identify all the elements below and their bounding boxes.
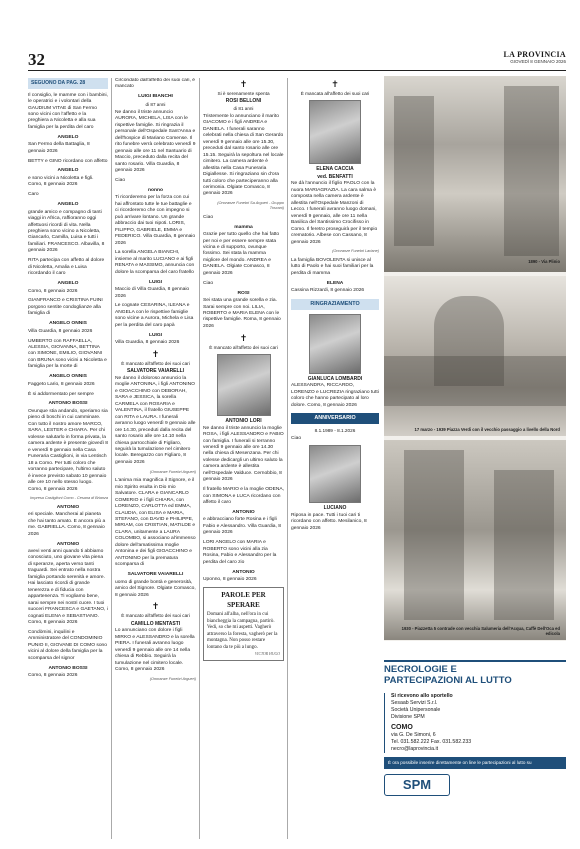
notice-signature: nonno xyxy=(148,187,163,193)
necro-lead: Si ricevono allo sportello xyxy=(391,692,453,699)
notice-text: Caro xyxy=(28,192,39,198)
notice-signature: ANTONIO xyxy=(56,504,80,510)
portrait-photo xyxy=(309,100,361,164)
notice-text: Ne danno il doloroso annuncio la moglie ANTONINA, i figli ANTONINO e GIOACCHINO con DEBORAH, SARA e JESSICA, la sorella CARMELA con ROSARIA e VALENTINA, il fratello GIUSEPPE con RITA e LAURA. I funerali avranno luogo venerdì 9 gennaio alle ore 14.30, preceduti dalla recita del santo rosario alle ore 14.10 nella chiesa parrocchiale di Figliaro, seguirà la tumulazione nel cimitero locale. Beregazzo con Figliaro, 8 gennaio 2026 xyxy=(115,375,196,465)
obituary-column-3 xyxy=(203,78,284,839)
notice-signature: ANTONIO BOSSI xyxy=(48,401,88,407)
notice-text: LORI ANGELO con MARIA e ROBERTO sono vicini alla zia Rosina, Fabio e Alessandro per la perdita del caro zio xyxy=(203,540,277,565)
notice-signature: LUIGI BIANCHI xyxy=(138,94,173,100)
necro-division: Divisione SPM xyxy=(391,713,425,720)
online-notice: È ora possibile inserire direttamente on line le partecipazioni al lutto su xyxy=(384,757,566,769)
notice-signature: ANGELO ONNIS xyxy=(49,321,87,327)
notice-signature: LUIGI xyxy=(148,332,163,338)
notice-text: L'anima mia magnifica il Signore, e il mio Spirito esulta in Dio mio Salvatore. CLARA e GIANCARLO COMERIO e i figli CHIARA, con LORENZO, CARLOTTA ed EMMA, CLAUDIA, con ELISA e MARIA, STEFANO, con DAVID e PHILIPPE, MIRIAM, con CRISTIAN, MATILDE e CLARA, unitamente a LAURA COLOMBO, si associano al'immenso dolore dell'amatissima moglie Antonina e dei figli GIOACCHINO e ANTONINO per la prematura scomparsa di xyxy=(115,478,196,568)
notice-signature: ROSI xyxy=(237,290,250,296)
notice-text: RITA partecipa con affetto al dolore di Nicoletta, Amalia e Luisa ricordando il caro xyxy=(28,258,105,277)
obit-intro: È mancata all'affetto dei suoi cari xyxy=(300,91,370,96)
notice-text: e sono vicini a Nicoletta e figli. Como, 8 gennaio 2026 xyxy=(28,175,94,188)
deceased-name: ANTONIO LORI xyxy=(225,418,262,424)
notice-text: Como, 8 gennaio 2026 xyxy=(28,673,78,679)
notice-text: La sorella ANGELA BIANCHI, insieme al marito LUCIANO e ai figli RENATA e MASSIMO, annuncia con dolore la scomparsa del caro fratello xyxy=(115,250,195,275)
page-header xyxy=(28,50,566,70)
notice-text: UMBERTO con RAFFAELLA, ALESSIA, GIOVANNA, BETTINA con SIMONE, EMILIO, GIOVANNI con BRUNA sono vicini a Nicoletta e famiglia per la morte di xyxy=(28,338,107,370)
historical-photo-piazzetta xyxy=(384,440,566,640)
notice-list xyxy=(115,628,196,682)
column-divider xyxy=(287,78,288,839)
notice-text: Ne danno il triste annuncio la moglie ROSA, i figli ALESSANDRO e FABIO con famiglia. I funerali si terranno venerdì 9 gennaio alle ore 14.30 nella chiesa di Mesenzana. Per chi volesse dedicargli un ultimo saluto la camera ardente è allestita nell'Ospedale Valduce. Cernobbio, 8 gennaio 2026 xyxy=(203,425,284,483)
necro-city: COMO xyxy=(391,723,413,731)
notice-text: uomo di grande bontà e generosità, amico del Signore. Olgiate Comasco, 8 gennaio 2026 xyxy=(115,579,196,598)
notice-list xyxy=(203,114,284,331)
notice-text: Ne danno il triste annuncio AURORA, MICHELA, LISA con le rispettive famiglie. Si ringrazia il personale dell'Ospedale Sant'Anna e dell'hospice di Mariano Comense. Il rito funebre verrà celebrato venerdì 9 gennaio alle ore 11 nel Santuario di Maccio, preceduto dalla recita del santo rosario. Villa Guardia, 8 gennaio 2026 xyxy=(115,109,196,174)
notice-text: (Onoranze Funebri Argueri) xyxy=(149,469,196,474)
notice-text: grande amico e compagno di tanti viaggi in Africa, raffioranno oggi affettuosi ricordi di vita. Nella preghiera sono vicino a Nicoletta, Giancarlo, Camilla, Luisa e tutti i familiari. FRANCESCO. Albavilla, 8 gennaio 2026 xyxy=(28,209,105,254)
notice-text: Ciao xyxy=(115,177,126,183)
notice-text: Maccio di Villa Guardia, 8 gennaio 2026 xyxy=(115,287,190,299)
notice-text: Il fratello MARIO e la moglie ODENA, con SIMONA e LUCA ricordano con affetto il caro xyxy=(203,487,284,506)
notice-signature: ANGELO xyxy=(57,202,79,208)
thanks-band: RINGRAZIAMENTO xyxy=(291,299,379,310)
notice-text: Impresa Castiglioni Como - Cesana di Brianza xyxy=(30,496,108,501)
brand-name: LA PROVINCIA xyxy=(503,50,566,59)
anniversary-band: ANNIVERSARIO xyxy=(291,413,379,424)
necro-company2: Società Unipersonale xyxy=(391,706,441,713)
historical-photo-piazza-verdi xyxy=(384,276,566,436)
notice-signature: LUIGI xyxy=(148,279,163,285)
deceased-subname: ved. BENFATTI xyxy=(317,173,353,180)
notice-list xyxy=(28,93,108,680)
notice-list xyxy=(115,376,196,599)
notice-text: eri speciale. Mancherai al pianeta che hai tanto amato. E ancora più a me. GABRIELLA. Como, 8 gennaio 2026 xyxy=(28,512,106,537)
portrait-photo xyxy=(309,445,361,503)
notice-text: Grazie per tutto quello che hai fatto per noi e per essere sempre stata vicina e di supporto, ovunque fossimo. Sei stata la mamma migliore del mondo. ANDREA e DANIELA. Olgiate Comasco, 8 gennaio 2026 xyxy=(203,232,280,276)
obituary-column-1 xyxy=(28,78,108,839)
notice-text: (Onoranze Funebri Lariane) xyxy=(332,249,379,254)
poem-title: PAROLE PER SPERARE xyxy=(221,591,266,609)
notice-text: Cassina Rizzardi, 8 gennaio 2026 xyxy=(291,288,365,294)
notice-text: Ti ricorderemo per la forza con cui hai affrontato tutte le tue battaglie e ci ricorderemo che con impegno si può arrivare lontano. Un grande abbraccio dai tuoi nipoti. LORIS, FILIPPO, GABRIELE, EMMA e FEDERICO. Villa Guardia, 8 gennaio 2026 xyxy=(115,195,196,246)
cross-icon: ✝ xyxy=(151,601,160,612)
portrait-photo xyxy=(217,354,271,416)
obit-intro: È mancato all'affetto dei suoi cari xyxy=(209,344,278,350)
notice-signature: ANGELO ONNIS xyxy=(49,374,87,380)
notice-text: (Onoranze Funebri Sa Argueri - Gruppo Toscani) xyxy=(217,201,284,211)
necrologies-info-box xyxy=(384,660,566,840)
necro-phone: Tel. 031.582.222 Fax. 031.582.233 xyxy=(391,739,472,746)
deceased-age: di 87 anni xyxy=(145,101,166,107)
notice-text: (Onoranze Funebri Argueri) xyxy=(149,676,196,681)
notice-signature: ANTONIO xyxy=(232,510,255,515)
necro-company: Sesaab Servizi S.r.l. xyxy=(391,699,438,706)
cross-icon: ✝ xyxy=(331,79,339,89)
poem-text: Domani all'alba, nell'ora in cui biancheggia la campagna, partirò. Vedi, so che mi aspetti. Vagherò attraverso la foresta, vagherò per la montagna. Non posso restare lontano da te più a lungo. xyxy=(207,611,278,650)
historical-photos xyxy=(384,76,566,641)
header-rule xyxy=(28,70,566,71)
notice-text: Ciao xyxy=(203,214,214,220)
poem-author: VICTOR HUGO xyxy=(254,651,280,656)
notice-list xyxy=(203,426,284,584)
necro-address: via G. De Simoni, 6 xyxy=(391,732,436,739)
page-number: 32 xyxy=(28,50,45,69)
notice-text: Ovunque stia andando, speriamo sia pieno di boschi in cui camminare. Con tutto il nostro amore MARCO, SARA, LESTER e CHIARA. Per chi volesse salutarlo in forma privata, la camera ardente è presente giovedì 8 e venerdì 9 gennaio nella Casa Funeraria Castiglioni, in via Lentisch 18 a Como. Per tutti coloro che vorranno partecipare, l'ultimo saluto è invece previsto sabato 10 gennaio alle ore 10 nello stesso luogo. Como, 8 gennaio 2026 xyxy=(28,408,108,492)
notice-signature: SALVATORE VAIARELLI xyxy=(127,572,184,578)
thanks-text: ALESSANDRA, RICCARDO, LORENZO e LUCREZIA ringraziano tutti coloro che hanno partecipato al loro dolore. Como, 8 gennaio 2026 xyxy=(291,383,379,408)
notice-text: BETTY e GINO ricordano con affetto xyxy=(28,158,108,164)
notice-text: Lo annunciano con dolore i figli MIRKO e ALESSANDRO e la sorella PIERA. I funerali avranno luogo venerdì 9 gennaio alle ore 14 nella chiesa di Rebbio. Seguirà la tumulazione nel cimitero locale. Como, 8 gennaio 2026 xyxy=(115,628,195,673)
notice-text: Ciao xyxy=(203,280,214,286)
obit-intro: Si è serenamente spenta xyxy=(217,91,270,96)
spm-logo: SPM xyxy=(384,774,450,796)
notice-text: Condòmini, inquilini e Amministratore del CONDOMINIO PUNIO II, GIOVANE DI COMO sono vicini al dolore della famiglia per la scomparsa del signor xyxy=(28,629,107,661)
column-divider xyxy=(111,78,112,839)
notice-signature: ANTONIO xyxy=(232,569,255,575)
anniversary-name: LUCIANO xyxy=(323,504,347,511)
obituary-column-2 xyxy=(115,78,196,839)
notice-text: San Fermo della Battaglia, 8 gennaio 2026 xyxy=(28,142,90,154)
deceased-name: ROSI BELLONI xyxy=(225,98,262,105)
photo-caption: 17 marzo - 1939 Piazza Verdi con il vecchio passaggio a livello della Nord xyxy=(414,427,560,432)
notice-text: Tristemente lo annunciano il marito GIACOMO e i figli ANDREA e DANIELA. I funerali saranno celebrati nella chiesa di San Gerardo venerdì 9 gennaio alle ore 15.30, preceduti dal santo rosario alle ore 15.15. Seguirà la sepoltura nel locale cimitero. La camera ardente è allestita nella Casa Funeraria Digiallesse. Si ringraziano sin d'ora tutti coloro che parteciperanno alla cerimonia. Olgiate Comasco, 8 gennaio 2026 xyxy=(203,113,284,197)
notice-text: Uponno, 8 gennaio 2026 xyxy=(203,577,257,582)
notice-text: e abbracciano forte Rosina e i figli Fabio e Alessandro. Villa Guardia, 8 gennaio 2026 xyxy=(203,517,281,536)
deceased-name: CAMILLO MENTASTI xyxy=(130,620,181,627)
notice-text: avevi venti anni quando ti abbiamo conosciuto, uno giovane vita piena di speranze, aperta verso tanti traguardi. Sei entrato nella nostra famiglia portando serenità e amore. Hai lasciato ricordi di grande tenerezza e di fiducia con appartenenza. Ti vogliamo bene, sarai sempre nei nostri cuore. I tuoi suoceri FRANCESCA e GAETANO, i cognati ELENA e SEBASTIANO. Como, 8 gennaio 2026 xyxy=(28,548,108,626)
column-divider xyxy=(199,78,200,839)
poem-box xyxy=(203,587,284,660)
notice-signature: mamma xyxy=(234,224,253,230)
notice-list xyxy=(291,181,379,294)
notice-text: Villa Guardia, 8 gennaio 2026 xyxy=(115,340,180,346)
cross-icon: ✝ xyxy=(151,349,160,360)
notice-text: È si addormentato per sempre xyxy=(28,391,94,397)
continued-tag: SEGUONO DA PAG. 28 xyxy=(28,78,108,89)
notice-text: Ne dà l'annuncio il figlio PAOLO con la nuora MARIAGRAZIA. La cara salma è composta nella camera ardente è allestita nell'Ospedale Manzoni di Lecco. I funerali avranno luogo domani, venerdì 9 gennaio, alle ore 11 nella Basilica del Santissimo Crocifisso in Como. Il feretro proseguirà per il tempio crematorio. Albese con Cassano, 8 gennaio 2026 xyxy=(291,181,378,245)
necro-title-line: NECROLOGIE E xyxy=(384,664,457,675)
notice-text: Faggeto Lario, 8 gennaio 2026 xyxy=(28,381,95,387)
photo-caption: 1890 - Via Plinio xyxy=(528,259,560,264)
obit-intro: È mancato all'affetto dei suoi cari xyxy=(121,613,190,619)
necro-email[interactable]: necro@laprovincia.it xyxy=(391,746,439,753)
notice-text: Circondato dall'affetto dei suoi cari, è mancato xyxy=(115,78,195,90)
photo-caption: 1930 - Piazzetta 5 contrade con vecchia Salumeria dell'Acqua, Caffè Dell'Oca ed edicola xyxy=(401,626,560,636)
cross-icon: ✝ xyxy=(239,79,248,89)
notice-text: Como, 8 gennaio 2026 xyxy=(28,288,78,294)
notice-signature: ELENA xyxy=(326,280,344,286)
notice-signature: ANTONIO BOSSI xyxy=(48,665,88,671)
issue-date: GIOVEDÌ 8 GENNAIO 2026 xyxy=(510,59,566,64)
notice-list xyxy=(115,78,196,347)
notice-text: Le cognate CESARINA, ILEANA e ANGELA con le rispettive famiglie sono vicine a Aurora, Michela e Lisa per la perdita del caro papà xyxy=(115,303,194,328)
notice-signature: ANGELO xyxy=(57,134,79,140)
notice-text: La famiglia BOVOLENTA si unisce al lutto di Paolo e hai suoi familiari per la perdita di mamma xyxy=(291,257,374,276)
notice-signature: ANGELO xyxy=(57,281,79,287)
notice-signature: ANGELO xyxy=(57,168,79,174)
notice-text: GIANFRANCO e CRISTINA FUINI porgono sentite condoglianze alla famiglia di xyxy=(28,298,103,317)
notice-text: Il consiglio, le mamme con i bambini, le operatrici e i volontari della GAUDIUM VITAE di San Fermo sono vicini con l'affetto e la preghiera a Nicoletta e alla sua famiglia per la perdita del caro xyxy=(28,92,108,130)
notice-text: Villa Guardia, 8 gennaio 2026 xyxy=(28,328,93,334)
deceased-age: di 81 anni xyxy=(233,105,254,111)
notice-signature: ANTONIO xyxy=(56,541,80,547)
masthead xyxy=(504,50,567,64)
necro-title xyxy=(384,660,566,687)
necro-title-line: PARTECIPAZIONI AL LUTTO xyxy=(384,674,512,686)
portrait-photo xyxy=(309,314,361,374)
deceased-name: ELENA CACCIA xyxy=(316,166,354,173)
notice-text: Sei stata una grande sorella e zia. Sarai sempre con noi. LILIA, ROBERTO e MARIA ELENA con le rispettive famiglie. Roma, 8 gennaio 2026 xyxy=(203,298,281,329)
anniversary-text: Riposa in pace. Tutti i tuoi cari ti ricordano con affetto. Mesilanico, 8 gennaio 2026 xyxy=(291,512,367,531)
deceased-name: SALVATORE VAIARELLI xyxy=(126,368,185,375)
anniversary-greeting: Ciao xyxy=(291,435,302,441)
obituary-column-4 xyxy=(291,78,379,839)
obit-intro: È mancato all'affetto dei suoi cari xyxy=(121,361,190,367)
thanked-name: GIANLUCA LOMBARDI xyxy=(307,375,363,382)
necro-contact xyxy=(384,693,566,754)
historical-photo-via-plinio xyxy=(384,76,566,272)
cross-icon: ✝ xyxy=(239,332,248,343)
anniversary-dates: 8.1.1989 - 8.1.2026 xyxy=(314,428,356,434)
